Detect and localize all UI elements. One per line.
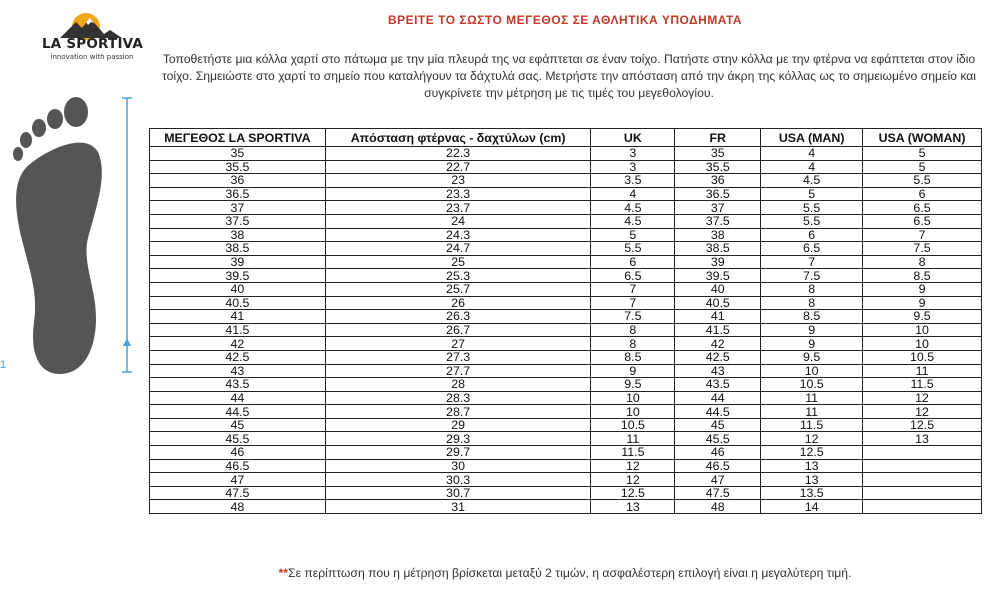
cell-heel-toe-cm: 25 [325, 255, 591, 269]
cell-usa-man-size: 4.5 [761, 174, 863, 188]
cell-heel-toe-cm: 27.3 [325, 350, 591, 364]
cell-fr-size: 38.5 [675, 242, 761, 256]
cell-uk-size: 12 [591, 473, 675, 487]
cell-uk-size: 12.5 [591, 486, 675, 500]
cell-usa-woman-size: 13 [863, 432, 982, 446]
cell-la-sportiva-size: 35.5 [150, 160, 326, 174]
cell-la-sportiva-size: 36 [150, 174, 326, 188]
table-row [150, 228, 982, 242]
cell-usa-woman-size: 5 [863, 160, 982, 174]
cell-fr-size: 37.5 [675, 214, 761, 228]
cell-fr-size: 41.5 [675, 323, 761, 337]
brand-name: LA SPORTIVA [42, 36, 144, 52]
cell-la-sportiva-size: 41 [150, 310, 326, 324]
cell-fr-size: 45.5 [675, 432, 761, 446]
table-row [150, 405, 982, 419]
table-row [150, 323, 982, 337]
cell-usa-woman-size: 9.5 [863, 310, 982, 324]
cell-uk-size: 12 [591, 459, 675, 473]
cell-usa-man-size: 13 [761, 473, 863, 487]
cell-uk-size: 3 [591, 160, 675, 174]
cell-heel-toe-cm: 30.7 [325, 486, 591, 500]
cell-usa-man-size: 9 [761, 323, 863, 337]
cell-heel-toe-cm: 24 [325, 214, 591, 228]
cell-usa-man-size: 4 [761, 147, 863, 161]
cell-heel-toe-cm: 28 [325, 378, 591, 392]
instructions-text: Τοποθετήστε μια κόλλα χαρτί στο πάτωμα με την μία πλευρά της να εφάπτεται σε έναν τοίχο. Πατήστε στην κόλλα με την φτέρνα να εφάπτεται στον ίδιο τοίχο. Σημειώστε στο χαρτί το σημείο που καταλήγουν τα δάχτυλά σας. Μετρήστε την απόσταση από την άκρη της κόλλας ως το σημειωμένο σημείο και συγκρίνετε την μέτρηση με τις τιμές του μεγεθολογίου. [161, 52, 977, 100]
brand-tagline: innovation with passion [50, 53, 134, 61]
table-row [150, 364, 982, 378]
table-row [150, 174, 982, 188]
cell-fr-size: 48 [675, 500, 761, 514]
table-row [150, 269, 982, 283]
brand-logo [42, 10, 142, 60]
cell-la-sportiva-size: 47 [150, 473, 326, 487]
cell-usa-man-size: 6.5 [761, 242, 863, 256]
cell-usa-woman-size [863, 459, 982, 473]
col-header-la-sportiva-size: ΜΕΓΕΘΟΣ LA SPORTIVA [150, 129, 326, 147]
cell-usa-woman-size: 8.5 [863, 269, 982, 283]
table-row [150, 214, 982, 228]
cell-fr-size: 39.5 [675, 269, 761, 283]
table-row [150, 160, 982, 174]
cell-usa-woman-size: 11 [863, 364, 982, 378]
cell-fr-size: 46 [675, 446, 761, 460]
cell-la-sportiva-size: 42 [150, 337, 326, 351]
cell-heel-toe-cm: 26.3 [325, 310, 591, 324]
cell-uk-size: 3.5 [591, 174, 675, 188]
cell-usa-woman-size: 10 [863, 323, 982, 337]
col-header-uk: UK [591, 129, 675, 147]
table-row [150, 337, 982, 351]
cell-uk-size: 4.5 [591, 214, 675, 228]
table-row [150, 446, 982, 460]
cell-uk-size: 7 [591, 296, 675, 310]
cell-heel-toe-cm: 23.3 [325, 187, 591, 201]
cell-heel-toe-cm: 30.3 [325, 473, 591, 487]
cell-uk-size: 5 [591, 228, 675, 242]
cell-fr-size: 47 [675, 473, 761, 487]
table-row [150, 201, 982, 215]
cell-fr-size: 43.5 [675, 378, 761, 392]
cell-usa-woman-size [863, 446, 982, 460]
cell-usa-man-size: 14 [761, 500, 863, 514]
cell-usa-man-size: 5.5 [761, 201, 863, 215]
cell-fr-size: 37 [675, 201, 761, 215]
table-row [150, 350, 982, 364]
table-row [150, 310, 982, 324]
cell-heel-toe-cm: 22.3 [325, 147, 591, 161]
cell-la-sportiva-size: 38.5 [150, 242, 326, 256]
cell-usa-woman-size: 9 [863, 296, 982, 310]
table-row [150, 282, 982, 296]
table-row [150, 187, 982, 201]
cell-fr-size: 35 [675, 147, 761, 161]
cell-la-sportiva-size: 42.5 [150, 350, 326, 364]
col-header-fr: FR [675, 129, 761, 147]
cell-uk-size: 6.5 [591, 269, 675, 283]
cell-la-sportiva-size: 47.5 [150, 486, 326, 500]
cell-usa-man-size: 13 [761, 459, 863, 473]
cell-usa-man-size: 8 [761, 296, 863, 310]
cell-heel-toe-cm: 26 [325, 296, 591, 310]
cell-usa-woman-size: 6.5 [863, 201, 982, 215]
cell-usa-woman-size [863, 473, 982, 487]
cell-fr-size: 44 [675, 391, 761, 405]
cell-fr-size: 40 [675, 282, 761, 296]
cell-heel-toe-cm: 28.7 [325, 405, 591, 419]
cell-la-sportiva-size: 43 [150, 364, 326, 378]
cell-uk-size: 4.5 [591, 201, 675, 215]
cell-fr-size: 46.5 [675, 459, 761, 473]
cell-usa-woman-size: 12 [863, 391, 982, 405]
cell-usa-woman-size: 5.5 [863, 174, 982, 188]
cell-la-sportiva-size: 48 [150, 500, 326, 514]
table-row [150, 147, 982, 161]
cell-usa-man-size: 4 [761, 160, 863, 174]
cell-uk-size: 9 [591, 364, 675, 378]
cell-usa-woman-size [863, 486, 982, 500]
cell-la-sportiva-size: 46.5 [150, 459, 326, 473]
table-header-row [150, 129, 982, 147]
cell-uk-size: 13 [591, 500, 675, 514]
table-row [150, 418, 982, 432]
cell-la-sportiva-size: 37.5 [150, 214, 326, 228]
cell-la-sportiva-size: 35 [150, 147, 326, 161]
cell-fr-size: 38 [675, 228, 761, 242]
cell-heel-toe-cm: 29.7 [325, 446, 591, 460]
cell-usa-woman-size: 9 [863, 282, 982, 296]
page-title: ΒΡΕΙΤΕ ΤΟ ΣΩΣΤΟ ΜΕΓΕΘΟΣ ΣΕ ΑΘΛΗΤΙΚΑ ΥΠΟΔΗΜΑΤΑ [387, 13, 743, 27]
cell-heel-toe-cm: 25.7 [325, 282, 591, 296]
cell-heel-toe-cm: 27 [325, 337, 591, 351]
cell-la-sportiva-size: 44 [150, 391, 326, 405]
table-row [150, 255, 982, 269]
table-row [150, 500, 982, 514]
cell-la-sportiva-size: 41.5 [150, 323, 326, 337]
cell-la-sportiva-size: 39 [150, 255, 326, 269]
cell-heel-toe-cm: 24.7 [325, 242, 591, 256]
cell-usa-woman-size: 8 [863, 255, 982, 269]
cell-la-sportiva-size: 40.5 [150, 296, 326, 310]
cell-usa-man-size: 8 [761, 282, 863, 296]
cell-uk-size: 8 [591, 323, 675, 337]
cell-usa-woman-size: 7.5 [863, 242, 982, 256]
cell-fr-size: 47.5 [675, 486, 761, 500]
cell-heel-toe-cm: 31 [325, 500, 591, 514]
cell-la-sportiva-size: 45.5 [150, 432, 326, 446]
cell-usa-woman-size: 10 [863, 337, 982, 351]
cell-usa-man-size: 11 [761, 391, 863, 405]
cell-usa-woman-size: 6 [863, 187, 982, 201]
cell-fr-size: 40.5 [675, 296, 761, 310]
table-row [150, 459, 982, 473]
cell-usa-man-size: 7 [761, 255, 863, 269]
cell-heel-toe-cm: 24.3 [325, 228, 591, 242]
cell-heel-toe-cm: 29 [325, 418, 591, 432]
cell-heel-toe-cm: 22.7 [325, 160, 591, 174]
cell-la-sportiva-size: 36.5 [150, 187, 326, 201]
cell-usa-woman-size: 11.5 [863, 378, 982, 392]
cell-usa-man-size: 11.5 [761, 418, 863, 432]
cell-usa-man-size: 13.5 [761, 486, 863, 500]
cell-heel-toe-cm: 30 [325, 459, 591, 473]
cell-heel-toe-cm: 26.7 [325, 323, 591, 337]
cell-uk-size: 8.5 [591, 350, 675, 364]
cell-la-sportiva-size: 46 [150, 446, 326, 460]
cell-uk-size: 11.5 [591, 446, 675, 460]
cell-uk-size: 7.5 [591, 310, 675, 324]
table-row [150, 473, 982, 487]
table-row [150, 486, 982, 500]
side-number: 1 [0, 359, 7, 371]
cell-fr-size: 35.5 [675, 160, 761, 174]
cell-usa-woman-size: 10.5 [863, 350, 982, 364]
cell-usa-woman-size: 6.5 [863, 214, 982, 228]
cell-usa-man-size: 8.5 [761, 310, 863, 324]
col-header-usa-man: USA (MAN) [761, 129, 863, 147]
cell-heel-toe-cm: 25.3 [325, 269, 591, 283]
cell-uk-size: 10 [591, 405, 675, 419]
cell-uk-size: 10 [591, 391, 675, 405]
cell-la-sportiva-size: 45 [150, 418, 326, 432]
cell-uk-size: 6 [591, 255, 675, 269]
cell-usa-man-size: 10.5 [761, 378, 863, 392]
cell-usa-man-size: 12 [761, 432, 863, 446]
cell-usa-man-size: 12.5 [761, 446, 863, 460]
table-row [150, 296, 982, 310]
cell-la-sportiva-size: 37 [150, 201, 326, 215]
cell-usa-woman-size [863, 500, 982, 514]
cell-la-sportiva-size: 44.5 [150, 405, 326, 419]
cell-fr-size: 42 [675, 337, 761, 351]
cell-usa-man-size: 9.5 [761, 350, 863, 364]
cell-heel-toe-cm: 27.7 [325, 364, 591, 378]
cell-usa-woman-size: 7 [863, 228, 982, 242]
col-header-heel-toe-distance: Απόσταση φτέρνας - δαχτύλων (cm) [325, 129, 591, 147]
cell-uk-size: 4 [591, 187, 675, 201]
cell-uk-size: 7 [591, 282, 675, 296]
cell-la-sportiva-size: 40 [150, 282, 326, 296]
footnote-stars: ** [278, 566, 289, 580]
cell-la-sportiva-size: 38 [150, 228, 326, 242]
cell-fr-size: 39 [675, 255, 761, 269]
cell-usa-man-size: 5 [761, 187, 863, 201]
cell-uk-size: 9.5 [591, 378, 675, 392]
cell-la-sportiva-size: 39.5 [150, 269, 326, 283]
cell-la-sportiva-size: 43.5 [150, 378, 326, 392]
cell-uk-size: 10.5 [591, 418, 675, 432]
cell-uk-size: 8 [591, 337, 675, 351]
table-row [150, 432, 982, 446]
footnote-text: Σε περίπτωση που η μέτρηση βρίσκεται μεταξύ 2 τιμών, η ασφαλέστερη επιλογή είναι η μεγαλύτερη τιμή. [288, 566, 852, 580]
cell-uk-size: 11 [591, 432, 675, 446]
size-table [149, 128, 982, 514]
cell-usa-man-size: 5.5 [761, 214, 863, 228]
table-row [150, 378, 982, 392]
table-row [150, 242, 982, 256]
foot-illustration [0, 90, 145, 390]
cell-usa-man-size: 6 [761, 228, 863, 242]
cell-usa-woman-size: 5 [863, 147, 982, 161]
cell-fr-size: 45 [675, 418, 761, 432]
footnote [150, 566, 980, 580]
cell-usa-woman-size: 12 [863, 405, 982, 419]
cell-fr-size: 36 [675, 174, 761, 188]
cell-usa-man-size: 10 [761, 364, 863, 378]
cell-fr-size: 43 [675, 364, 761, 378]
col-header-usa-woman: USA (WOMAN) [863, 129, 982, 147]
cell-usa-woman-size: 12.5 [863, 418, 982, 432]
cell-fr-size: 44.5 [675, 405, 761, 419]
cell-usa-man-size: 11 [761, 405, 863, 419]
cell-heel-toe-cm: 23.7 [325, 201, 591, 215]
table-row [150, 391, 982, 405]
foot-icon [0, 90, 145, 390]
cell-heel-toe-cm: 28.3 [325, 391, 591, 405]
cell-usa-man-size: 9 [761, 337, 863, 351]
cell-uk-size: 5.5 [591, 242, 675, 256]
cell-heel-toe-cm: 23 [325, 174, 591, 188]
cell-fr-size: 36.5 [675, 187, 761, 201]
cell-heel-toe-cm: 29.3 [325, 432, 591, 446]
cell-uk-size: 3 [591, 147, 675, 161]
cell-fr-size: 41 [675, 310, 761, 324]
cell-fr-size: 42.5 [675, 350, 761, 364]
cell-usa-man-size: 7.5 [761, 269, 863, 283]
